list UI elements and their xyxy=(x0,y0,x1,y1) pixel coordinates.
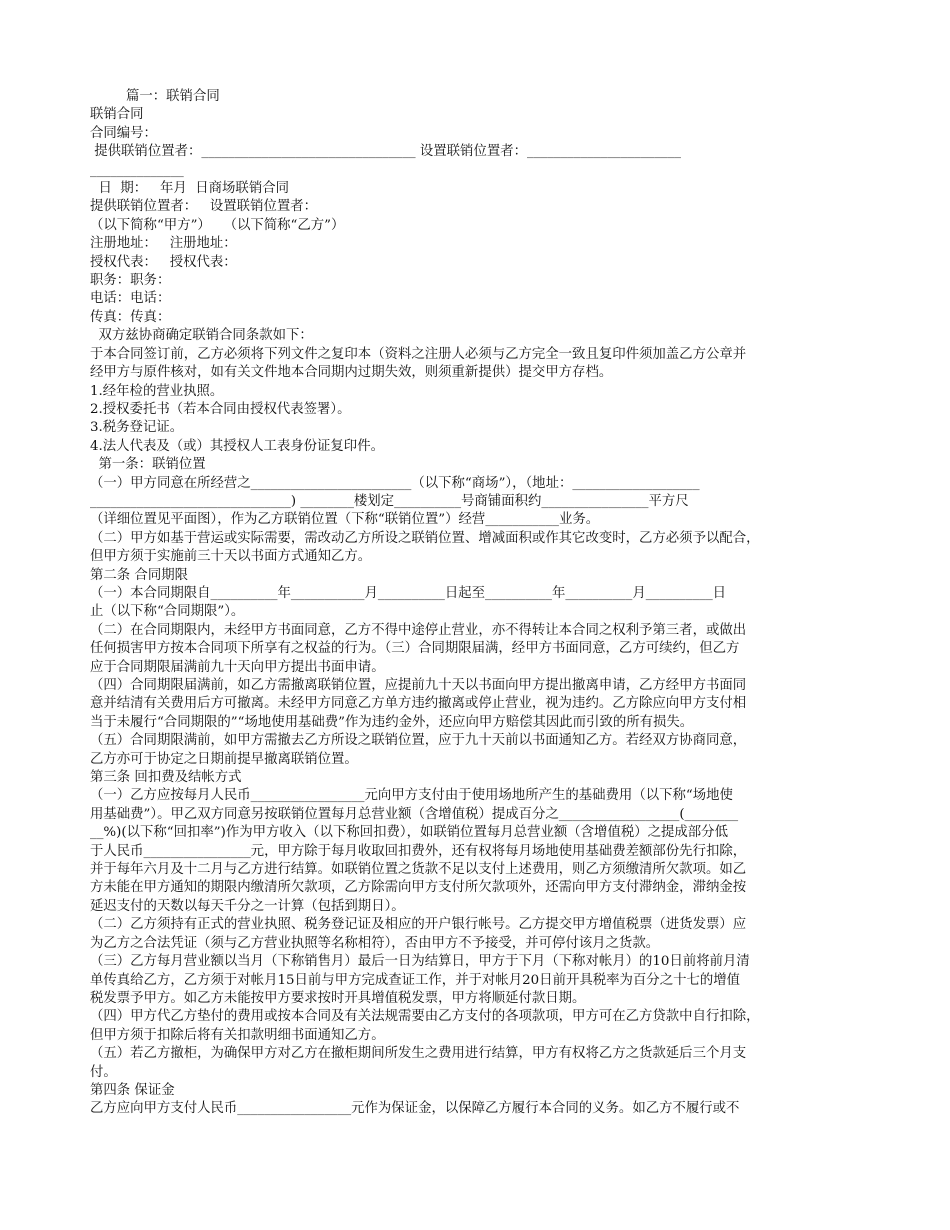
document-line: （一）甲方同意在所经营之________________________（以下称“商场”），（地址：___________________ xyxy=(90,475,700,491)
document-line: 2.授权委托书（若本合同由授权代表签署）。 xyxy=(90,401,351,417)
document-line: （五）合同期限满前，如甲方需撤去乙方所设之联销位置，应于九十天前以书面通知乙方。若经双方协商同意， xyxy=(90,733,747,749)
document-line: 授权代表： 授权代表： xyxy=(90,254,237,270)
document-line: 应于合同期限届满前九十天向甲方提出书面申请。 xyxy=(90,659,385,675)
document-line: （二）乙方须持有正式的营业执照、税务登记证及相应的开户银行帐号。乙方提交甲方增值税票（进货发票）应 xyxy=(90,917,747,933)
document-line: 第四条 保证金 xyxy=(90,1082,175,1098)
document-line: 任何损害甲方按本合同项下所享有之权益的行为。（三）合同期限届满，经甲方书面同意，乙方可续约，但乙方 xyxy=(90,641,740,657)
document-line: 第三条 回扣费及结帐方式 xyxy=(90,770,242,786)
document-line: 于人民币________________元，甲方除于每月收取回扣费外，还有权将每月场地使用基础费差额部份先行扣除， xyxy=(90,843,747,859)
document-line: 乙方亦可于协定之日期前提早撤离联销位置。 xyxy=(90,751,358,767)
document-line: 延迟支付的天数以每天千分之一计算（包括到期日）。 xyxy=(90,898,405,914)
document-line: 但甲方须于扣除后将有关扣款明细书面通知乙方。 xyxy=(90,1027,385,1043)
document-line: 传真：传真： xyxy=(90,309,171,325)
document-line: （二）甲方如基于营运或实际需要，需改动乙方所设之联销位置、增减面积或作其它改变时，乙方必须予以配合， xyxy=(90,530,760,546)
document-line: 税发票予甲方。如乙方未能按甲方要求按时开具增值税发票，甲方将顺延付款日期。 xyxy=(90,990,586,1006)
document-line: 意并结清有关费用后方可撤离。未经甲方同意乙方单方违约撤离或停止营业，视为违约。乙方除应向甲方支付相 xyxy=(90,696,747,712)
document-line: （三）乙方每月营业额以当月（下称销售月）最后一日为结算日，甲方于下月（下称对帐月）的10日前将前月清 xyxy=(90,954,750,970)
document-line: 4.法人代表及（或）其授权人工表身份证复印件。 xyxy=(90,438,384,454)
document-line: 双方兹协商确定联销合同条款如下： xyxy=(90,328,313,344)
document-line: 用基础费”）。甲乙双方同意另按联销位置每月总营业额（含增值税）提成百分之__________________(________ xyxy=(90,806,739,822)
document-line: 1.经年检的营业执照。 xyxy=(90,383,224,399)
document-line: 合同编号： xyxy=(90,125,157,141)
document-line: 3.税务登记证。 xyxy=(90,420,184,436)
document-body xyxy=(90,88,860,1119)
document-line: 并于每年六月及十二月与乙方进行结算。如联销位置之货款不足以支付上述费用，则乙方须缴清所欠款项。如乙 xyxy=(90,862,747,878)
document-line: 联销合同 xyxy=(90,107,144,123)
document-line: 电话：电话： xyxy=(90,291,171,307)
document-line: 付。 xyxy=(90,1064,117,1080)
document-line: 方未能在甲方通知的期限内缴清所欠款项，乙方除需向甲方支付所欠款项外，还需向甲方支付滞纳金，滞纳金按 xyxy=(90,880,747,896)
document-line: 经甲方与原件核对，如有关文件地本合同期内过期失效，则须重新提供）提交甲方存档。 xyxy=(90,365,613,381)
document-line: 第一条：联销位置 xyxy=(90,457,206,473)
document-title: 篇一：联销合同 xyxy=(126,89,220,104)
document-line: 但甲方须于实施前三十天以书面方式通知乙方。 xyxy=(90,549,372,565)
document-line: 为乙方之合法凭证（须与乙方营业执照等名称相符），否由甲方不予接受，并可停付该月之货款。 xyxy=(90,935,660,951)
document-line: 当于未履行“合同期限的”“场地使用基础费”作为违约金外，还应向甲方赔偿其因此而引致的所有损失。 xyxy=(90,714,694,730)
document-line: 日 期： 年月 日商场联销合同 xyxy=(90,181,289,197)
document-line: 提供联销位置者： 设置联销位置者： xyxy=(90,199,318,215)
document-line: （五）若乙方撤柜，为确保甲方对乙方在撤柜期间所发生之费用进行结算，甲方有权将乙方之货款延后三个月支 xyxy=(90,1046,747,1062)
document-line: （一）本合同期限自__________年___________月__________日起至__________年__________月__________日 xyxy=(90,585,727,601)
document-line: ______________ xyxy=(90,162,184,178)
document-line: 单传真给乙方，乙方须于对帐月15日前与甲方完成查证工作，并于对帐月20日前开具税率为百分之十七的增值 xyxy=(90,972,741,988)
document-line: 第二条 合同期限 xyxy=(90,567,188,583)
document-line: 乙方应向甲方支付人民币_________________元作为保证金，以保障乙方履行本合同的义务。如乙方不履行或不 xyxy=(90,1101,740,1117)
document-line: __%)(以下称“回扣率”)作为甲方收入（以下称回扣费），如联销位置每月总营业额（含增值税）之提成部分低 xyxy=(90,825,728,841)
document-line: ______________________________) ________楼划定__________号商铺面积约________________平方尺 xyxy=(90,493,689,509)
document-line: 提供联销位置者：________________________________ 设置联销位置者：_______________________ xyxy=(90,144,682,160)
document-line: （二）在合同期限内，未经甲方书面同意，乙方不得中途停止营业，亦不得转让本合同之权利予第三者，或做出 xyxy=(90,622,747,638)
document-line: 于本合同签订前，乙方必须将下列文件之复印本（资料之注册人必须与乙方完全一致且复印件须加盖乙方公章并 xyxy=(90,346,747,362)
document-line: 止（以下称“合同期限”）。 xyxy=(90,604,245,620)
document-line: （四）甲方代乙方垫付的费用或按本合同及有关法规需要由乙方支付的各项款项，甲方可在乙方贷款中自行扣除， xyxy=(90,1009,760,1025)
document-line: （以下简称“甲方”） （以下简称“乙方”） xyxy=(90,217,345,233)
document-line: （四）合同期限届满前，如乙方需撤离联销位置，应提前九十天以书面向甲方提出撤离申请，乙方经甲方书面同 xyxy=(90,678,747,693)
document-line: 注册地址： 注册地址： xyxy=(90,236,237,252)
document-line: （一）乙方应按每月人民币_________________元向甲方支付由于使用场地所产生的基础费用（以下称“场地使 xyxy=(90,788,733,804)
document-line: （详细位置见平面图），作为乙方联销位置（下称“联销位置”）经营___________业务。 xyxy=(90,512,600,528)
document-line: 职务：职务： xyxy=(90,273,171,289)
